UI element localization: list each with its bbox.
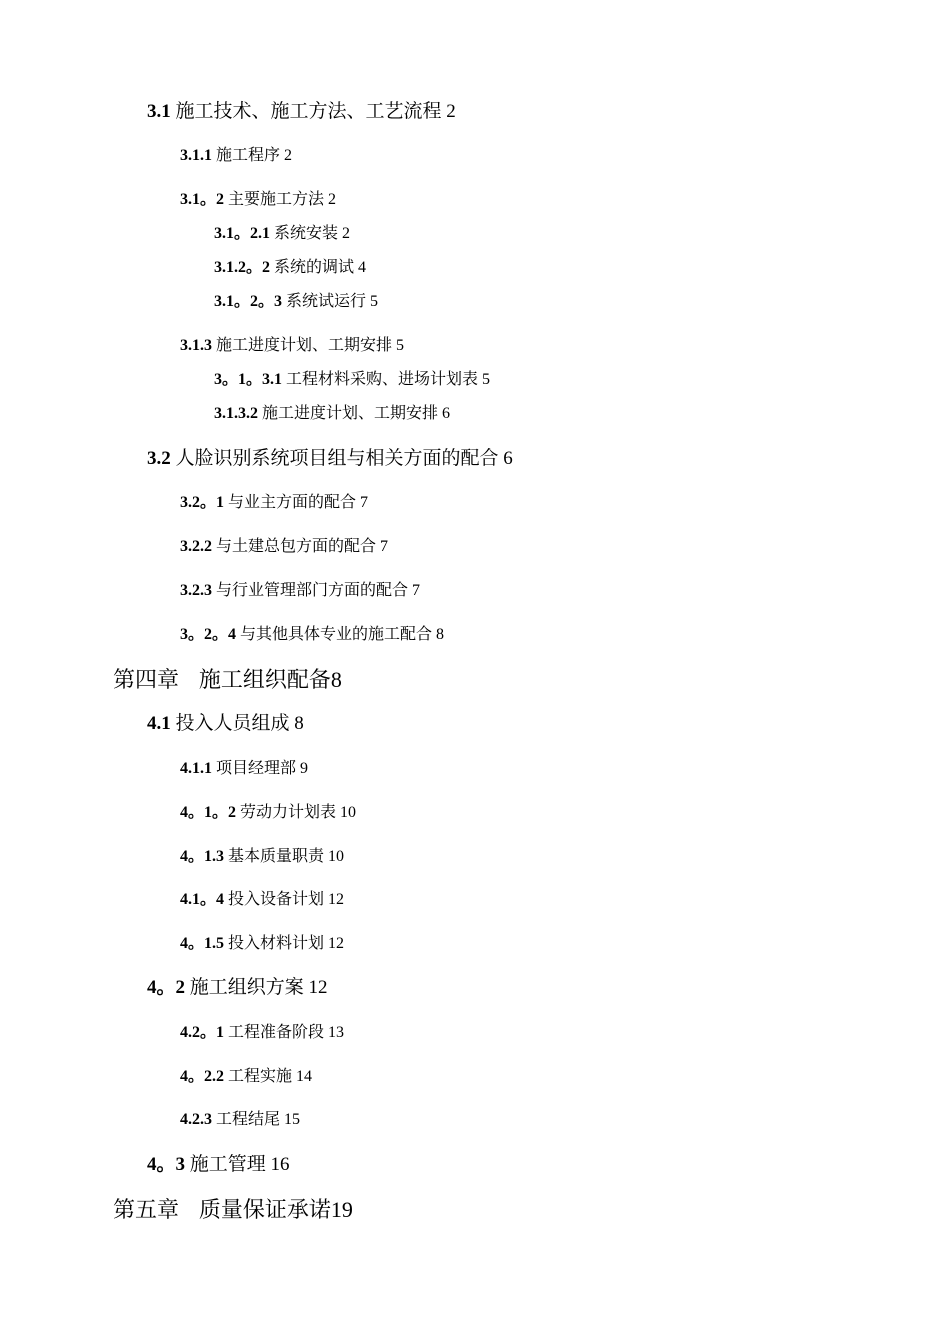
toc-page: 12 xyxy=(328,935,345,952)
toc-title: 工程准备阶段 xyxy=(228,1024,325,1041)
toc-page: 8 xyxy=(294,713,304,734)
toc-title: 工程材料采购、进场计划表 xyxy=(286,371,479,388)
toc-page: 2 xyxy=(328,191,337,208)
toc-title: 基本质量职责 xyxy=(228,848,325,865)
toc-entry-3-2-1[interactable] xyxy=(180,495,368,511)
toc-entry-3-1-3-1[interactable] xyxy=(214,372,490,388)
toc-page: 4 xyxy=(358,259,367,276)
toc-entry-4-1-2[interactable] xyxy=(180,805,356,821)
toc-title: 施工技术、施工方法、工艺流程 xyxy=(175,101,442,122)
toc-entry-3-2-4[interactable] xyxy=(180,627,444,643)
toc-entry-4-2-1[interactable] xyxy=(180,1025,344,1041)
toc-page: 5 xyxy=(396,337,405,354)
toc-title: 投入设备计划 xyxy=(228,891,325,908)
toc-number: 4。3 xyxy=(147,1154,186,1175)
toc-page: 7 xyxy=(412,582,421,599)
toc-number: 3.1.2。2 xyxy=(214,259,271,276)
toc-number: 3。1。3.1 xyxy=(214,371,283,388)
toc-title: 施工组织方案 xyxy=(189,977,304,998)
toc-title: 投入人员组成 xyxy=(175,713,290,734)
toc-entry-4-2-2[interactable] xyxy=(180,1069,312,1085)
toc-entry-3-1[interactable] xyxy=(147,102,456,121)
toc-number: 3.1.3 xyxy=(180,337,212,354)
toc-page: 7 xyxy=(360,494,369,511)
toc-number: 4。1.3 xyxy=(180,848,225,865)
toc-entry-3-1-3[interactable] xyxy=(180,338,404,354)
toc-number: 4。1.5 xyxy=(180,935,225,952)
toc-title: 系统试运行 xyxy=(286,293,367,310)
toc-title: 施工进度计划、工期安排 xyxy=(262,405,439,422)
toc-number: 3。2。4 xyxy=(180,626,237,643)
toc-entry-3-1-2-3[interactable] xyxy=(214,294,378,310)
toc-title: 主要施工方法 xyxy=(228,191,325,208)
toc-page: 15 xyxy=(284,1111,301,1128)
toc-title: 与业主方面的配合 xyxy=(228,494,357,511)
toc-number: 4.2。1 xyxy=(180,1024,225,1041)
toc-entry-4-1-5[interactable] xyxy=(180,936,344,952)
toc-entry-3-1-2-1[interactable] xyxy=(214,226,350,242)
toc-number: 3.2.2 xyxy=(180,538,212,555)
toc-page: 5 xyxy=(482,371,491,388)
toc-page: 6 xyxy=(442,405,451,422)
toc-number: 3.2。1 xyxy=(180,494,225,511)
chapter-title: 质量保证承诺 xyxy=(198,1197,331,1222)
toc-number: 3.1.3.2 xyxy=(214,405,258,422)
toc-title: 人脸识别系统项目组与相关方面的配合 xyxy=(175,448,499,469)
toc-chapter-5[interactable] xyxy=(113,1199,353,1221)
toc-page: 10 xyxy=(328,848,345,865)
toc-number: 3.2 xyxy=(147,448,171,469)
chapter-number: 第四章 xyxy=(113,667,180,692)
toc-title: 施工程序 xyxy=(216,147,281,164)
toc-number: 4.1 xyxy=(147,713,171,734)
toc-page: 8 xyxy=(436,626,445,643)
toc-page: 14 xyxy=(296,1068,313,1085)
toc-number: 4.1。4 xyxy=(180,891,225,908)
toc-title: 与其他具体专业的施工配合 xyxy=(240,626,433,643)
toc-entry-3-1-2[interactable] xyxy=(180,192,336,208)
toc-title: 劳动力计划表 xyxy=(240,804,337,821)
toc-entry-4-2-3[interactable] xyxy=(180,1112,300,1128)
toc-title: 项目经理部 xyxy=(216,760,297,777)
toc-number: 3.1 xyxy=(147,101,171,122)
toc-title: 与行业管理部门方面的配合 xyxy=(216,582,409,599)
toc-title: 工程结尾 xyxy=(216,1111,281,1128)
toc-title: 施工进度计划、工期安排 xyxy=(216,337,393,354)
toc-page: 12 xyxy=(308,977,328,998)
toc-entry-3-1-3-2[interactable] xyxy=(214,406,450,422)
toc-page: 5 xyxy=(370,293,379,310)
toc-title: 系统安装 xyxy=(274,225,339,242)
toc-number: 3.1。2.1 xyxy=(214,225,271,242)
toc-title: 投入材料计划 xyxy=(228,935,325,952)
toc-page: 2 xyxy=(284,147,293,164)
toc-title: 系统的调试 xyxy=(274,259,355,276)
toc-entry-4-1[interactable] xyxy=(147,714,304,733)
toc-entry-3-1-1[interactable] xyxy=(180,148,292,164)
chapter-number: 第五章 xyxy=(113,1197,180,1222)
toc-entry-3-2[interactable] xyxy=(147,449,513,468)
toc-number: 3.2.3 xyxy=(180,582,212,599)
toc-entry-4-1-1[interactable] xyxy=(180,761,308,777)
toc-entry-4-3[interactable] xyxy=(147,1155,290,1174)
toc-number: 3.1.1 xyxy=(180,147,212,164)
toc-page: 2 xyxy=(446,101,456,122)
toc-entry-4-1-3[interactable] xyxy=(180,849,344,865)
toc-entry-3-1-2-2[interactable] xyxy=(214,260,366,276)
toc-page: 13 xyxy=(328,1024,345,1041)
toc-page: 10 xyxy=(340,804,357,821)
toc-page: 2 xyxy=(342,225,351,242)
toc-page: 19 xyxy=(330,1197,353,1222)
toc-page: 16 xyxy=(270,1154,290,1175)
toc-number: 4.1.1 xyxy=(180,760,212,777)
toc-number: 4。2 xyxy=(147,977,186,998)
toc-page: 7 xyxy=(380,538,389,555)
chapter-title: 施工组织配备 xyxy=(198,667,331,692)
toc-page: 8 xyxy=(330,667,342,692)
toc-entry-4-1-4[interactable] xyxy=(180,892,344,908)
toc-number: 3.1。2 xyxy=(180,191,225,208)
toc-entry-3-2-2[interactable] xyxy=(180,539,388,555)
toc-number: 4。1。2 xyxy=(180,804,237,821)
toc-number: 4.2.3 xyxy=(180,1111,212,1128)
toc-chapter-4[interactable] xyxy=(113,669,342,691)
toc-number: 4。2.2 xyxy=(180,1068,225,1085)
toc-page: 6 xyxy=(503,448,513,469)
toc-title: 工程实施 xyxy=(228,1068,293,1085)
toc-page: 9 xyxy=(300,760,309,777)
toc-title: 与土建总包方面的配合 xyxy=(216,538,377,555)
toc-page: 12 xyxy=(328,891,345,908)
toc-entry-4-2[interactable] xyxy=(147,978,328,997)
toc-entry-3-2-3[interactable] xyxy=(180,583,420,599)
toc-number: 3.1。2。3 xyxy=(214,293,283,310)
toc-title: 施工管理 xyxy=(189,1154,266,1175)
